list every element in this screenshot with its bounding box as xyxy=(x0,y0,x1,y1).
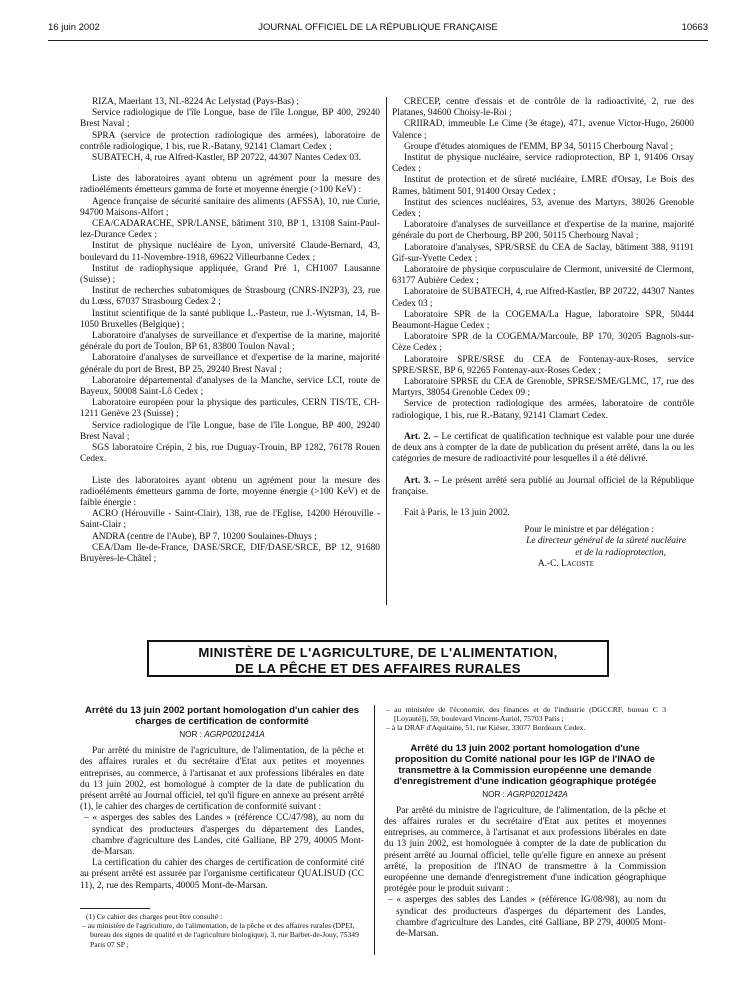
list-paragraph: Institut de radiophysique appliquée, Grand Pré 1, CH1007 Lausanne (Suisse) ; xyxy=(80,263,380,286)
list-paragraph: Groupe d'études atomiques de l'EMM, BP 34, 50115 Cherbourg Naval ; xyxy=(404,141,674,152)
list-paragraph: Agence française de sécurité sanitaire des aliments (AFSSA), 10, rue Curie, 94700 Maisons-Alfort ; xyxy=(80,196,380,218)
list-paragraph: Laboratoire de physique corpusculaire de Clermont, université de Clermont, 63177 Aubière Cedex ; xyxy=(392,265,694,287)
left-column-bottom xyxy=(80,705,364,892)
nor-reference-left xyxy=(80,729,364,740)
footnote-rule xyxy=(80,908,150,909)
list-paragraph: SGS laboratoire Crépin, 2 bis, rue Duguay-Trouin, BP 1282, 76178 Rouen Cedex. xyxy=(80,443,380,465)
footnote xyxy=(80,912,364,949)
nor-reference-right xyxy=(384,789,666,800)
nor-code: AGRP0201242A xyxy=(507,789,568,799)
left-column-top xyxy=(80,97,380,565)
article-3-label: Art. 3. – xyxy=(404,475,439,486)
signature-line-1: Pour le ministre et par délégation : xyxy=(524,525,654,536)
header-page-number: 10663 xyxy=(681,22,708,33)
banner-line-1: MINISTÈRE DE L'AGRICULTURE, DE L'ALIMENTATION, xyxy=(198,645,558,660)
list-paragraph: Institut de physique nucléaire de Lyon, université Claude-Bernard, 43, boulevard du 11-Novembre-1918, 69622 Villeurbanne Cedex ; xyxy=(80,241,380,263)
page-header xyxy=(48,22,708,36)
list-paragraph: RIZA, Maerlant 13, NL-8224 Ac Lelystad (Pays-Bas) ; xyxy=(92,97,299,107)
signatory-name: A.-C. Lacoste xyxy=(537,558,594,569)
signature-line-2: Le directeur général de la sûreté nucléaire xyxy=(526,536,686,547)
list-paragraph: ACRO (Hérouville - Saint-Clair), 138, rue de l'Eglise, 14200 Hérouville - Saint-Clair ; xyxy=(80,509,380,531)
list-paragraph: Service de protection radiologique des armées, laboratoire de contrôle radiologique, 1 bis, rue R.-Batany, 92141 Clamart Cedex. xyxy=(392,399,694,421)
decree-paragraph: La certification du cahier des charges de certification de conformité cité au présent arrêté est assurée par l'organisme certificateur QUALISUD (CC 11), 2, rue des Remparts, 40005 Mont-de-Marsan. xyxy=(80,858,364,891)
footnote-intro: (1) Ce cahier des charges peut être consulté : xyxy=(86,912,223,921)
footnote-item: – au ministère de l'agriculture, de l'alimentation, de la pêche et des affaires rurales (DPEI, bureau des signes de qualité et de l'agriculture biologique), 3, rue Barbet-de-Jouy, 75349 Paris 07 SP ; xyxy=(82,921,359,949)
list-paragraph: Institut de protection et de sûreté nucléaire, LMRE d'Orsay, Le Bois des Rames, bâtiment 501, 91400 Orsay Cedex ; xyxy=(392,175,694,197)
column-divider-top xyxy=(386,97,387,605)
decree-item: – « asperges des sables des Landes » (référence CC/47/98), au nom du syndicat des producteurs d'asperges du département des Landes, chambre d'agriculture des Landes, cité Galliane, BP 279, 40005 Mont-de-Marsan. xyxy=(84,813,364,858)
decree-title-right: Arrêté du 13 juin 2002 portant homologation d'une proposition du Comité national pour les IGP de l'INAO de transmettre à la Commission européenne une demande d'enregistrement d'une indication géographique protégée xyxy=(393,742,657,787)
done-at: Fait à Paris, le 13 juin 2002. xyxy=(404,507,510,518)
list-paragraph: Institut scientifique de la santé publique L.-Pasteur, rue J.-Wytsman, 14, B-1050 Bruxelles (Belgique) ; xyxy=(80,308,380,330)
list-paragraph: Laboratoire SPRE/SRSE du CEA de Fontenay-aux-Roses, service SPRE/SRSE, BP 6, 92265 Fontenay-aux-Roses Cedex ; xyxy=(392,354,694,376)
laboratory-list xyxy=(392,97,694,422)
right-column-top xyxy=(392,97,694,570)
list-paragraph: Laboratoire SPR de la COGEMA/Marcoule, BP 170, 30205 Bagnols-sur-Cèze Cedex ; xyxy=(392,332,694,354)
decree-item: – « asperges des sables des Landes » (référence IG/08/98), au nom du syndicat des producteurs d'asperges du département des Landes, chambre d'agriculture des Landes, cité Galliane, BP 279, 40005 Mont-de-Marsan. xyxy=(388,895,666,940)
list-paragraph: CRIIRAD, immeuble Le Cime (3e étage), 471, avenue Victor-Hugo, 26000 Valence ; xyxy=(392,119,694,141)
header-rule xyxy=(48,40,708,41)
nor-code: AGRP0201241A xyxy=(204,730,265,739)
list-paragraph: Laboratoire européen pour la physique des particules, CERN TIS/TE, CH-1211 Genève 23 (Suisse) ; xyxy=(80,398,380,420)
banner-line-2: DE LA PÊCHE ET DES AFFAIRES RURALES xyxy=(235,661,521,676)
decree-title-left: Arrêté du 13 juin 2002 portant homologation d'un cahier des charges de certification de conformité xyxy=(84,705,360,727)
header-journal-title: JOURNAL OFFICIEL DE LA RÉPUBLIQUE FRANÇAISE xyxy=(258,22,498,33)
signature-line-3: et de la radioprotection, xyxy=(575,547,666,558)
nor-label: NOR : xyxy=(482,789,508,799)
list-paragraph: Service radiologique de l'île Longue, base de l'île Longue, BP 400, 29240 Brest Naval ; xyxy=(80,108,380,130)
list-paragraph: Laboratoire de SUBATECH, 4, rue Alfred-Kastler, BP 20722, 44307 Nantes Cedex 03 ; xyxy=(392,287,694,309)
footnote-item: – au ministère de l'économie, des finances et de l'industrie (DGCCRF, bureau C 3 [Loyauté]), 59, boulevard Vincent-Auriol, 75703 Paris ; xyxy=(386,705,666,724)
decree-paragraph: Par arrêté du ministre de l'agriculture, de l'alimentation, de la pêche et des affaires rurales et du secrétaire d'Etat aux petites et moyennes entreprises, au commerce, à l'artisanat et aux professions libérales en date du 13 juin 2002, est homologuée à compter de la date de publication du présent arrêté au Journal officiel, telle qu'elle figure en annexe au présent arrêté, la proposition de l'INAO de transmettre à la Commission européenne une demande d'enregistrement d'une indication géographique protégée pour le produit suivant : xyxy=(384,805,666,895)
list-paragraph: Liste des laboratoires ayant obtenu un agrément pour la mesure des radioéléments émetteurs gamma de forte, moyenne énergie (>100 KeV) et de faible énergie : xyxy=(80,475,380,508)
decree-paragraph: Par arrêté du ministre de l'agriculture, de l'alimentation, de la pêche et des affaires rurales et du secrétaire d'Etat aux petites et moyennes entreprises, au commerce, à l'artisanat et aux professions libérales en date du 13 juin 2002, est homologué à compter de la date de publication du présent arrêté au Journal officiel, tel qu'il figure en annexe au présent arrêté (1), le cahier des charges de certification de conformité suivant : xyxy=(80,746,364,813)
footnote-item: – à la DRAF d'Aquitaine, 51, rue Kiéser, 33077 Bordeaux Cedex. xyxy=(386,723,586,733)
right-column-bottom xyxy=(384,705,666,940)
ministry-banner xyxy=(147,640,609,677)
list-paragraph: Liste des laboratoires ayant obtenu un agrément pour la mesure des radioéléments émetteurs gamma de forte et moyenne énergie (>100 KeV) : xyxy=(80,174,380,196)
list-paragraph: Laboratoire d'analyses de surveillance et d'expertise de la marine, majorité générale du port de Brest, BP 25, 29240 Brest Naval ; xyxy=(80,353,380,375)
list-paragraph: Laboratoire d'analyses de surveillance et d'expertise de la marine, majorité générale du port de Toulon, BP 61, 83800 Toulon Naval ; xyxy=(80,331,380,353)
list-paragraph: Laboratoire départemental d'analyses de la Manche, service LCI, route de Bayeux, 50008 Saint-Lô Cedex ; xyxy=(80,375,380,398)
article-2 xyxy=(392,432,694,466)
list-paragraph: CEA/Dam Ile-de-France, DASE/SRCE, DIF/DASE/SRCE, BP 12, 91680 Bruyères-le-Châtel ; xyxy=(80,542,380,564)
article-3 xyxy=(392,476,694,498)
list-paragraph: CEA/CADARACHE, SPR/LANSE, bâtiment 310, BP 1, 13108 Saint-Paul-lez-Durance Cedex ; xyxy=(80,219,380,241)
list-paragraph: Institut de recherches subatomiques de Strasbourg (CNRS-IN2P3), 23, rue du Lœss, 67037 Strasbourg Cedex 2 ; xyxy=(80,286,380,308)
nor-label: NOR : xyxy=(179,730,205,739)
column-divider-bottom xyxy=(374,705,375,955)
footnote-continuation xyxy=(384,705,666,733)
list-paragraph: SUBATECH, 4, rue Alfred-Kastler, BP 20722, 44307 Nantes Cedex 03. xyxy=(92,153,362,164)
article-2-label: Art. 2. – xyxy=(404,431,439,442)
list-paragraph: ANDRA (centre de l'Aube), BP 7, 10200 Soulaines-Dhuys ; xyxy=(92,531,317,542)
list-paragraph: SPRA (service de protection radiologique des armées), laboratoire de contrôle radiologique, 1 bis, rue R.-Batany, 92141 Clamart Cedex ; xyxy=(80,130,380,152)
article-2-text: Le certificat de qualification technique est valable pour une durée de deux ans à compter de la date de publication du présent arrêté, dans la ou les catégories de mesure de radioactivité pour lesquelles il a été délivré. xyxy=(392,431,694,465)
list-paragraph: Laboratoire SPR de la COGEMA/La Hague, laboratoire SPR, 50444 Beaumont-Hague Cedex ; xyxy=(392,309,694,332)
list-paragraph: Service radiologique de l'île Longue, base de l'île Longue, BP 400, 29240 Brest Naval ; xyxy=(80,420,380,442)
article-3-text: Le présent arrêté sera publié au Journal officiel de la République française. xyxy=(392,475,694,497)
list-paragraph: Laboratoire d'analyses, SPR/SRSE du CEA de Saclay, bâtiment 388, 91191 Gif-sur-Yvette Cedex ; xyxy=(392,242,694,264)
list-paragraph: Laboratoire SPRSE du CEA de Grenoble, SPRSE/SME/GLMC, 17, rue des Martyrs, 38054 Grenoble Cedex 09 ; xyxy=(392,377,694,399)
list-paragraph: Institut des sciences nucléaires, 53, avenue des Martyrs, 38026 Grenoble Cedex ; xyxy=(392,197,694,220)
signature-block xyxy=(392,525,694,570)
list-paragraph: CRECEP, centre d'essais et de contrôle de la radioactivité, 2, rue des Platanes, 94600 Choisy-le-Roi ; xyxy=(392,97,694,119)
list-paragraph: Institut de physique nucléaire, service radioprotection, BP 1, 91406 Orsay Cedex ; xyxy=(392,153,694,175)
list-paragraph: Laboratoire d'analyses de surveillance et d'expertise de la marine, majorité générale du port de Cherbourg, BP 200, 50115 Cherbourg Naval ; xyxy=(392,220,694,242)
header-date: 16 juin 2002 xyxy=(48,22,100,33)
